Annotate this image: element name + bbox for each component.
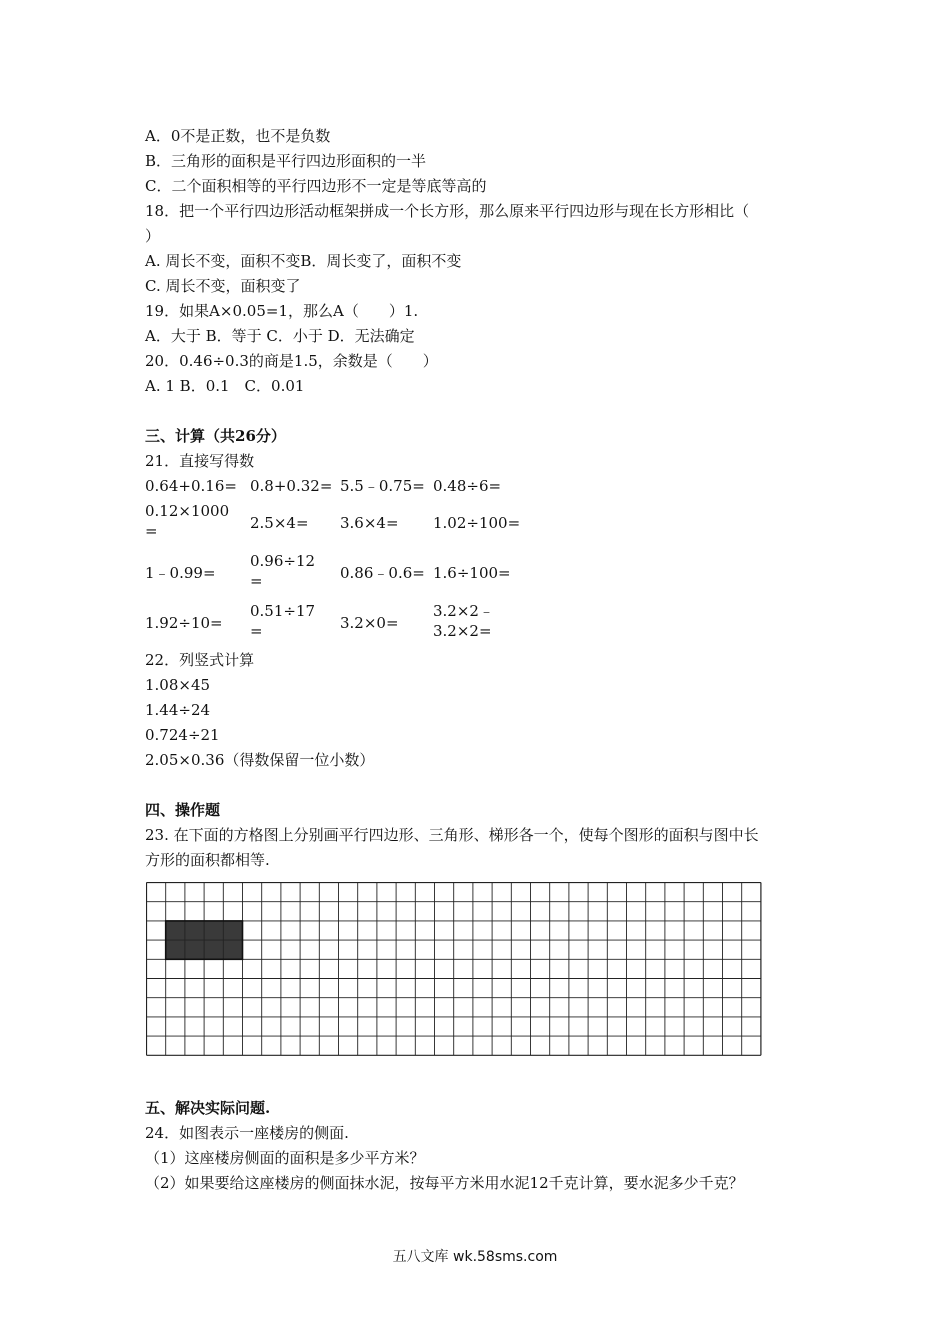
q20-stem: 20．0.46÷0.3的商是1.5，余数是（ ） — [145, 352, 438, 370]
q18-options-1: A. 周长不变，面积不变B．周长变了，面积不变 — [145, 252, 462, 270]
q17-option-c: C．二个面积相等的平行四边形不一定是等底等高的 — [145, 177, 487, 195]
q19-stem: 19．如果A×0.05=1，那么A（ ）1. — [145, 302, 419, 320]
section4-title: 四、操作题 — [145, 801, 221, 819]
q22-item-3: 0.724÷21 — [145, 726, 220, 744]
section3-title: 三、计算（共26分） — [145, 427, 286, 445]
q17-option-b: B．三角形的面积是平行四边形面积的一半 — [145, 152, 427, 170]
q24-stem: 24．如图表示一座楼房的侧面. — [145, 1124, 349, 1142]
q24-part2: （2）如果要给这座楼房的侧面抹水泥，按每平方米用水泥12千克计算，要水泥多少千克？ — [145, 1174, 744, 1192]
q21-cell-r0c2: 5.5﹣0.75= — [340, 477, 425, 495]
q21-cell-r0c0: 0.64+0.16= — [145, 477, 237, 495]
q22-item-4: 2.05×0.36（得数保留一位小数） — [145, 751, 375, 769]
q19-options: A．大于 B．等于 C．小于 D．无法确定 — [145, 327, 415, 345]
q20-options: A. 1 B．0.1 C．0.01 — [145, 377, 305, 395]
q21-cell-r2c1: 0.96÷12 = — [250, 552, 316, 590]
q18-options-2: C. 周长不变，面积变了 — [145, 277, 301, 295]
q21-cell-r3c1: 0.51÷17 = — [250, 602, 316, 640]
q18-stem: 18．把一个平行四边形活动框架拼成一个长方形，那么原来平行四边形与现在长方形相比（ — [145, 202, 750, 220]
q21-cell-r1c1: 2.5×4= — [250, 514, 309, 532]
q23-stem: 23. 在下面的方格图上分别画平行四边形、三角形、梯形各一个，使每个图形的面积与图中长 — [145, 826, 759, 844]
q18-stem-cont: ） — [145, 227, 161, 245]
q21-cell-r2c0: 1﹣0.99= — [145, 564, 216, 582]
q21-title: 21．直接写得数 — [145, 452, 255, 470]
q21-cell-r3c3: 3.2×2﹣ 3.2×2= — [433, 602, 494, 640]
q21-cell-r1c3: 1.02÷100= — [433, 514, 521, 532]
q22-item-1: 1.08×45 — [145, 676, 211, 694]
section5-title: 五、解决实际问题. — [145, 1099, 271, 1117]
q21-cell-r2c3: 1.6÷100= — [433, 564, 511, 582]
q17-option-a: A．0不是正数，也不是负数 — [145, 127, 331, 145]
q24-part1: （1）这座楼房侧面的面积是多少平方米？ — [145, 1149, 425, 1167]
q21-cell-r1c2: 3.6×4= — [340, 514, 399, 532]
q21-cell-r0c3: 0.48÷6= — [433, 477, 502, 495]
q22-item-2: 1.44÷24 — [145, 701, 211, 719]
q21-cell-r3c2: 3.2×0= — [340, 614, 399, 632]
q21-cell-r2c2: 0.86﹣0.6= — [340, 564, 425, 582]
footer-watermark: 五八文库 wk.58sms.com — [392, 1249, 558, 1265]
q21-cell-r3c0: 1.92÷10= — [145, 614, 223, 632]
q21-cell-r1c0: 0.12×1000 = — [145, 502, 230, 540]
q23-stem-cont: 方形的面积都相等. — [145, 851, 270, 869]
q22-title: 22．列竖式计算 — [145, 651, 255, 669]
q21-cell-r0c1: 0.8+0.32= — [250, 477, 333, 495]
square-grid — [146, 882, 762, 1062]
